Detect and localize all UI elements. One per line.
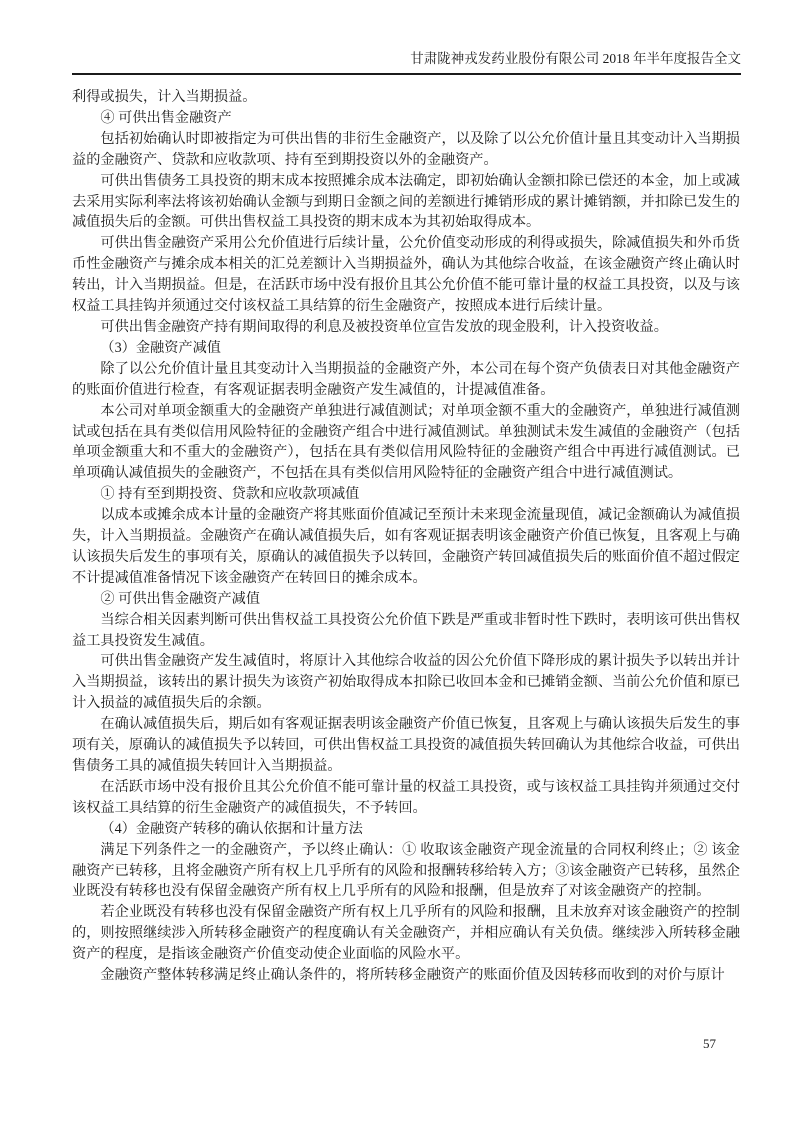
document-body (72, 87, 740, 986)
body-paragraph: 本公司对单项金额重大的金融资产单独进行减值测试；对单项金额不重大的金融资产，单独进行减值测试或包括在具有类似信用风险特征的金融资产组合中进行减值测试。单独测试未发生减值的金融资产（包括单项金额重大和不重大的金融资产），包括在具有类似信用风险特征的金融资产组合中再进行减值测试。已单项确认减值损失的金融资产，不包括在具有类似信用风险特征的金融资产组合中进行减值测试。 (72, 402, 740, 482)
body-paragraph: 满足下列条件之一的金融资产，予以终止确认：① 收取该金融资产现金流量的合同权利终止；② 该金融资产已转移，且将金融资产所有权上几乎所有的风险和报酬转移给转入方；③该金融资产已转移，虽然企业既没有转移也没有保留金融资产所有权上几乎所有的风险和报酬，但是放弃了对该金融资产的控制。 (72, 841, 740, 900)
section-heading: ② 可供出售金融资产减值 (100, 590, 261, 607)
body-paragraph: 在活跃市场中没有报价且其公允价值不能可靠计量的权益工具投资，或与该权益工具挂钩并须通过交付该权益工具结算的衍生金融资产的减值损失，不予转回。 (72, 778, 740, 816)
page-number: 57 (703, 1036, 716, 1051)
body-paragraph: 在确认减值损失后，期后如有客观证据表明该金融资产价值已恢复，且客观上与确认该损失后发生的事项有关，原确认的减值损失予以转回，可供出售权益工具投资的减值损失转回确认为其他综合收益，可供出售债务工具的减值损失转回计入当期损益。 (72, 716, 740, 774)
body-paragraph: 可供出售金融资产发生减值时，将原计入其他综合收益的因公允价值下降形成的累计损失予以转出并计入当期损益，该转出的累计损失为该资产初始取得成本扣除已收回本金和已摊销金额、当前公允价值和原已计入损益的减值损失后的余额。 (72, 653, 740, 712)
body-paragraph: 可供出售金融资产持有期间取得的利息及被投资单位宣告发放的现金股利，计入投资收益。 (100, 318, 668, 335)
body-paragraph: 可供出售债务工具投资的期末成本按照摊余成本法确定，即初始确认金额扣除已偿还的本金，加上或减去采用实际利率法将该初始确认金额与到期日金额之间的差额进行摊销形成的累计摊销额，并扣除已发生的减值损失后的金额。可供出售权益工具投资的期末成本为其初始取得成本。 (72, 172, 740, 231)
section-heading: （3）金融资产减值 (100, 339, 221, 356)
body-paragraph: 可供出售金融资产采用公允价值进行后续计量，公允价值变动形成的利得或损失，除减值损失和外币货币性金融资产与摊余成本相关的汇兑差额计入当期损益外，确认为其他综合收益，在该金融资产终止确认时转出，计入当期损益。但是，在活跃市场中没有报价且其公允价值不能可靠计量的权益工具投资，以及与该权益工具挂钩并须通过交付该权益工具结算的衍生金融资产，按照成本进行后续计量。 (72, 235, 740, 315)
page-footer (703, 1036, 716, 1052)
body-paragraph: 除了以公允价值计量且其变动计入当期损益的金融资产外，本公司在每个资产负债表日对其他金融资产的账面价值进行检查，有客观证据表明金融资产发生减值的，计提减值准备。 (72, 360, 740, 398)
body-paragraph: 金融资产整体转移满足终止确认条件的，将所转移金融资产的账面价值及因转移而收到的对价与原计 (100, 967, 725, 984)
body-paragraph: 当综合相关因素判断可供出售权益工具投资公允价值下跌是严重或非暂时性下跌时，表明该可供出售权益工具投资发生减值。 (72, 611, 740, 649)
body-paragraph: 包括初始确认时即被指定为可供出售的非衍生金融资产，以及除了以公允价值计量且其变动计入当期损益的金融资产、贷款和应收款项、持有至到期投资以外的金融资产。 (72, 130, 740, 168)
continuation-paragraph: 利得或损失，计入当期损益。 (72, 89, 257, 105)
body-paragraph: 若企业既没有转移也没有保留金融资产所有权上几乎所有的风险和报酬，且未放弃对该金融资产的控制的，则按照继续涉入所转移金融资产的程度确认有关金融资产，并相应确认有关负债。继续涉入所转移金融资产的程度，是指该金融资产价值变动使企业面临的风险水平。 (72, 904, 740, 963)
section-heading: ① 持有至到期投资、贷款和应收款项减值 (100, 486, 360, 503)
report-header-title: 甘肃陇神戎发药业股份有限公司 2018 年半年度报告全文 (410, 51, 741, 66)
page-header (72, 50, 741, 75)
body-paragraph: 以成本或摊余成本计量的金融资产将其账面价值减记至预计未来现金流量现值，减记金额确认为减值损失，计入当期损益。金融资产在确认减值损失后，如有客观证据表明该金融资产价值已恢复，且客观上与确认该损失后发生的事项有关，原确认的减值损失予以转回，金融资产转回减值损失后的账面价值不超过假定不计提减值准备情况下该金融资产在转回日的摊余成本。 (72, 507, 740, 586)
section-heading: （4）金融资产转移的确认依据和计量方法 (100, 820, 363, 837)
section-heading: ④ 可供出售金融资产 (100, 109, 232, 126)
